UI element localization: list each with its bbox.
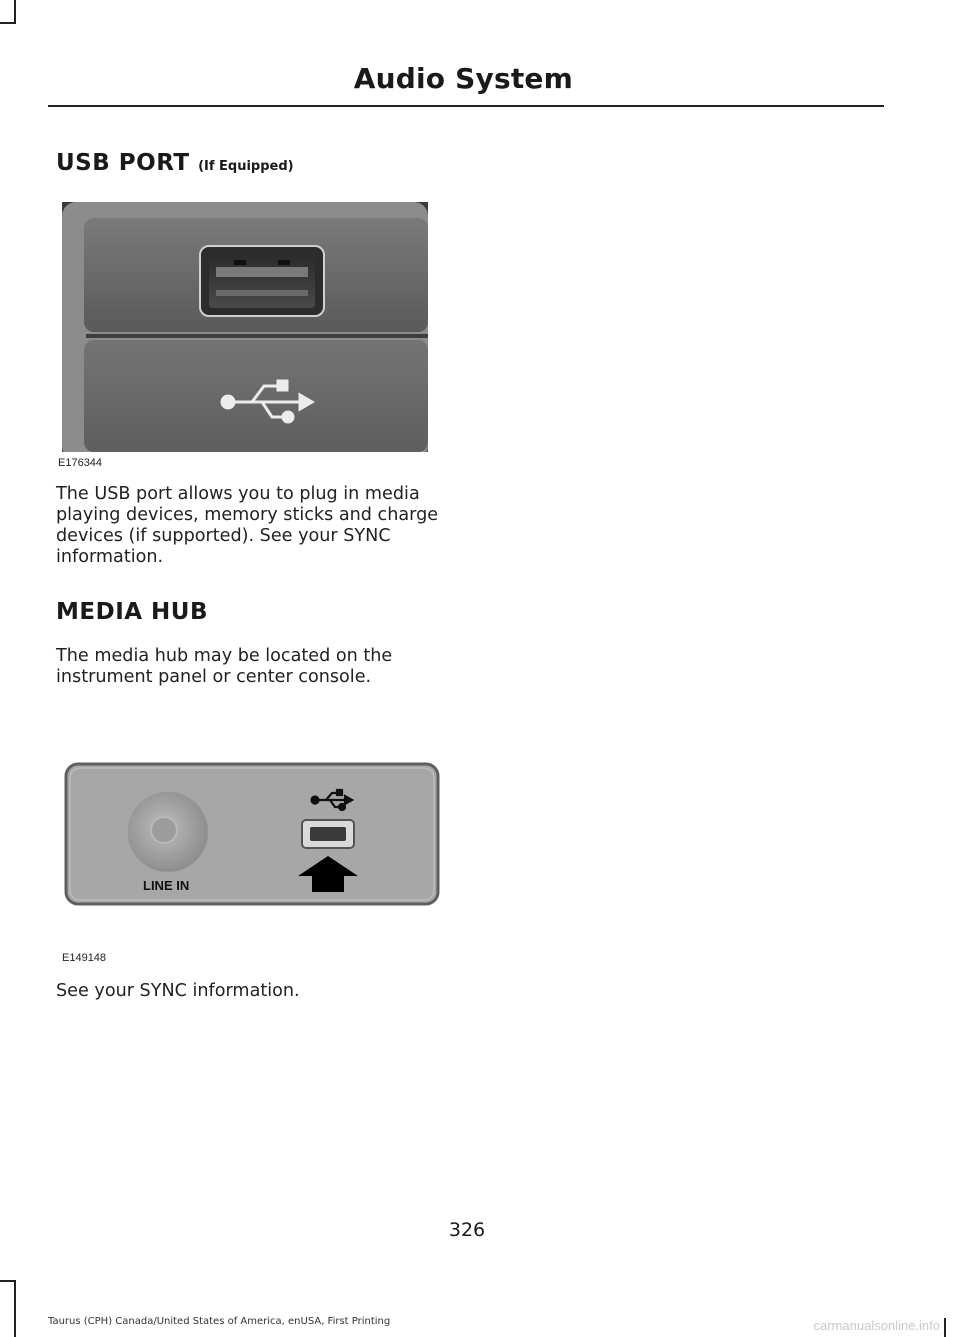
figure-code: E176344 (58, 457, 103, 469)
crop-mark (14, 1280, 16, 1337)
crop-mark (944, 1318, 946, 1337)
usb-port-heading-suffix: (If Equipped) (198, 159, 294, 174)
usb-port-heading (56, 150, 294, 176)
figure-code: E149148 (62, 952, 107, 964)
usb-port-figure (56, 196, 428, 468)
header-divider (48, 105, 884, 107)
media-hub-heading: MEDIA HUB (56, 599, 209, 625)
page-number: 326 (448, 1219, 486, 1241)
footer-publication: Taurus (CPH) Canada/United States of America, enUSA, First Printing (48, 1316, 391, 1327)
media-hub-figure (64, 762, 440, 908)
crop-mark (14, 0, 16, 24)
line-in-label: LINE IN (143, 878, 190, 893)
watermark: carmanualsonline.info (813, 1318, 940, 1333)
usb-port-heading-text: USB PORT (56, 150, 190, 176)
usb-port-description: The USB port allows you to plug in media playing devices, memory sticks and charge devices (if supported). See your SYNC information. (56, 484, 439, 567)
page-header-title: Audio System (353, 62, 573, 95)
media-hub-note: See your SYNC information. (56, 981, 300, 1001)
line-in-jack-icon (128, 792, 208, 872)
crop-mark (0, 1280, 16, 1282)
media-hub-intro: The media hub may be located on the instrument panel or center console. (56, 646, 393, 687)
usb-port-slot (302, 820, 354, 848)
crop-mark (0, 22, 16, 24)
